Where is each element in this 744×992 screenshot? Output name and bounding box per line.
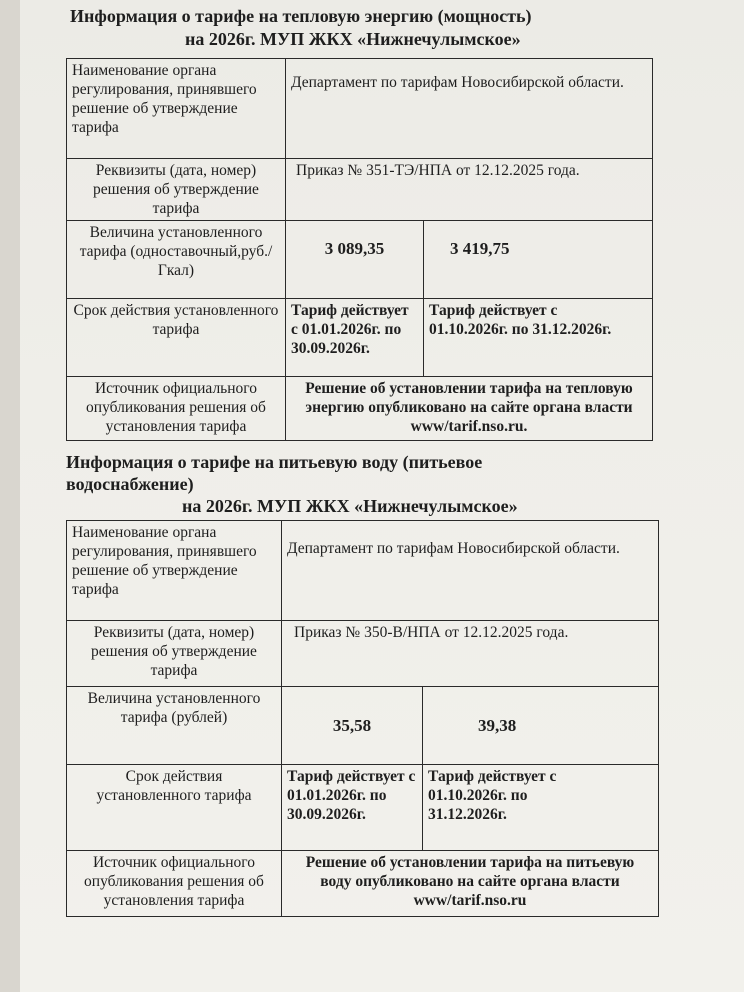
- period-label: Срок действия установленного тарифа: [67, 299, 286, 377]
- heat-title-line2: на 2026г. МУП ЖКХ «Нижнечулымское»: [185, 29, 521, 49]
- source-label: Источник официального опубликования решения об установления тарифа: [67, 851, 282, 917]
- water-title-line1: Информация о тарифе на питьевую воду (питьевое: [66, 452, 483, 472]
- table-row: [67, 59, 653, 159]
- regulator-label: Наименование органа регулирования, принявшего решение об утверждение тарифа: [67, 521, 282, 621]
- table-row: [67, 299, 653, 377]
- source-value: Решение об установлении тарифа на тепловую энергию опубликовано на сайте органа власти www/tarif.nso.ru.: [286, 377, 653, 441]
- table-row: [67, 851, 659, 917]
- table-row: [67, 765, 659, 851]
- decision-label: Реквизиты (дата, номер) решения об утверждение тарифа: [67, 621, 282, 687]
- period-1: Тариф действует с 01.01.2026г. по 30.09.2026г.: [282, 765, 423, 851]
- tariff-value-2: 39,38: [423, 687, 659, 765]
- regulator-label: Наименование органа регулирования, принявшего решение об утверждение тарифа: [67, 59, 286, 159]
- heat-tariff-table: [66, 58, 653, 441]
- tariff-value-1: 35,58: [282, 687, 423, 765]
- heat-title-line1: Информация о тарифе на тепловую энергию (мощность): [70, 6, 532, 26]
- tariff-value-2: 3 419,75: [424, 221, 653, 299]
- table-row: [67, 621, 659, 687]
- tariff-label: Величина установленного тарифа (рублей): [67, 687, 282, 765]
- water-title-line2: водоснабжение): [66, 474, 194, 494]
- source-value: Решение об установлении тарифа на питьевую воду опубликовано на сайте органа власти www/tarif.nso.ru: [282, 851, 659, 917]
- tariff-label: Величина установленного тарифа (одноставочный,руб./Гкал): [67, 221, 286, 299]
- table-row: [67, 377, 653, 441]
- water-title-line3: на 2026г. МУП ЖКХ «Нижнечулымское»: [182, 496, 518, 516]
- regulator-value: Департамент по тарифам Новосибирской области.: [286, 59, 653, 159]
- table-row: [67, 687, 659, 765]
- table-row: [67, 521, 659, 621]
- tariff-value-1: 3 089,35: [286, 221, 424, 299]
- table-row: [67, 159, 653, 221]
- decision-value: Приказ № 350-В/НПА от 12.12.2025 года.: [282, 621, 659, 687]
- period-1: Тариф действует с 01.01.2026г. по 30.09.2026г.: [286, 299, 424, 377]
- source-label: Источник официального опубликования решения об установления тарифа: [67, 377, 286, 441]
- period-2: Тариф действует с 01.10.2026г. по 31.12.2026г.: [423, 765, 659, 851]
- regulator-value: Департамент по тарифам Новосибирской области.: [282, 521, 659, 621]
- period-label: Срок действия установленного тарифа: [67, 765, 282, 851]
- decision-label: Реквизиты (дата, номер) решения об утверждение тарифа: [67, 159, 286, 221]
- period-2: Тариф действует с 01.10.2026г. по 31.12.2026г.: [424, 299, 653, 377]
- water-tariff-table: [66, 520, 659, 917]
- table-row: [67, 221, 653, 299]
- decision-value: Приказ № 351-ТЭ/НПА от 12.12.2025 года.: [286, 159, 653, 221]
